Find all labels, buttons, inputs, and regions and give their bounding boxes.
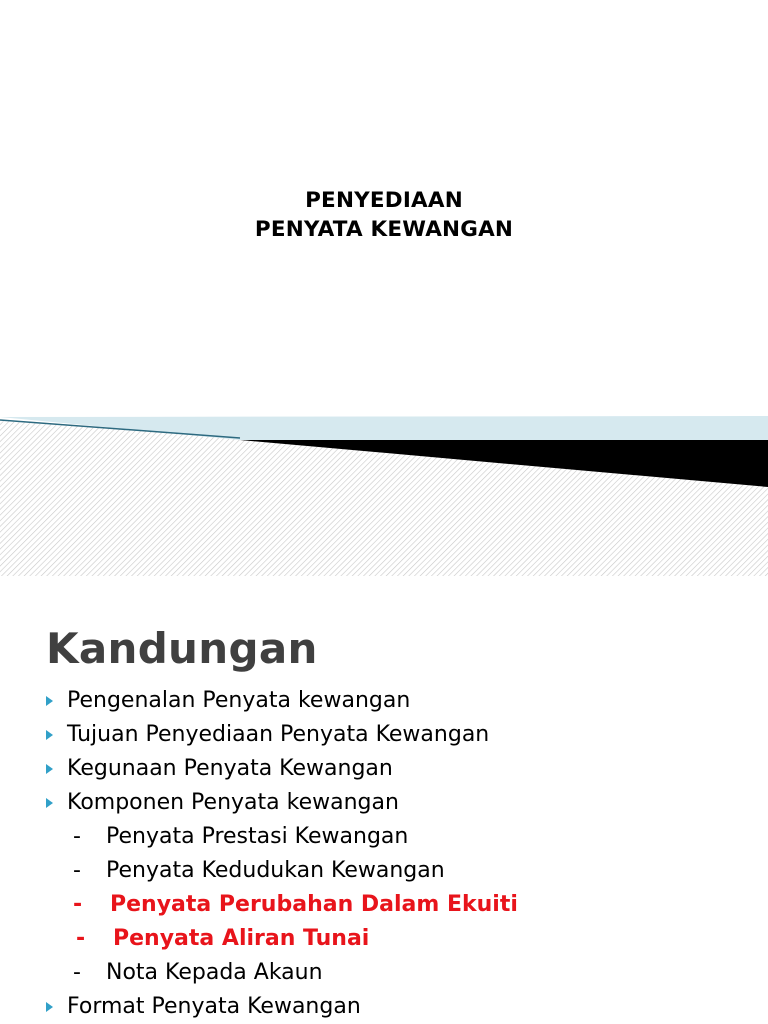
sub-list-item-label: Nota Kepada Akaun	[106, 960, 323, 985]
sub-list-item-label: Penyata Kedudukan Kewangan	[106, 858, 445, 883]
bullet-arrow-icon	[46, 730, 53, 740]
dash-marker: -	[73, 858, 81, 883]
list-item-label: Tujuan Penyediaan Penyata Kewangan	[67, 722, 490, 747]
dash-marker: -	[73, 892, 83, 917]
dash-marker: -	[76, 926, 86, 951]
list-item-label: Komponen Penyata kewangan	[67, 790, 399, 815]
bullet-arrow-icon	[46, 798, 53, 808]
sub-list-item-label: Penyata Aliran Tunai	[113, 926, 370, 951]
bullet-arrow-icon	[46, 764, 53, 774]
list-item-label: Kegunaan Penyata Kewangan	[67, 756, 393, 781]
title-line-2: PENYATA KEWANGAN	[254, 217, 514, 242]
sub-list-item-label: Penyata Prestasi Kewangan	[106, 824, 409, 849]
dash-marker: -	[73, 824, 81, 849]
presentation-title	[0, 186, 768, 244]
contents-slide	[0, 576, 768, 1024]
list-item-label: Format Penyata Kewangan	[67, 994, 361, 1019]
contents-heading: Kandungan	[46, 624, 318, 673]
bullet-arrow-icon	[46, 696, 53, 706]
bullet-arrow-icon	[46, 1002, 53, 1012]
sub-list-item-label: Penyata Perubahan Dalam Ekuiti	[110, 892, 518, 917]
list-item-label: Pengenalan Penyata kewangan	[67, 688, 411, 713]
dash-marker: -	[73, 960, 81, 985]
title-line-1: PENYEDIAAN	[305, 188, 463, 213]
